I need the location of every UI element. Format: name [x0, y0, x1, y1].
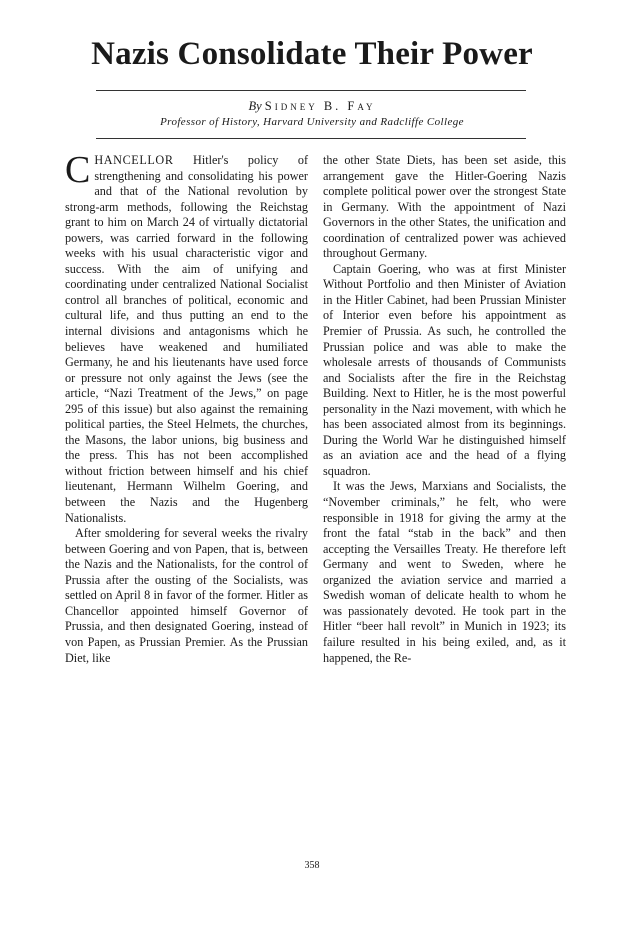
paragraph: the other State Diets, has been set aside, this arrangement gave the Hitler-Goering Nazis complete political power over the strongest State in Germany. With the appointment of Nazi Governors in the other States, the unification and coordination of centralized power was achieved throughout Germany. [323, 153, 566, 261]
author-name: Sidney B. Fay [264, 99, 376, 113]
byline [0, 99, 624, 114]
byline-divider [96, 138, 526, 139]
paragraph: After smoldering for several weeks the rivalry between Goering and von Papen, that is, between the Nazis and the Nationalists, for the control of Prussia after the ousting of the Socialists, was settled on April 8 in favor of the former. Hitler as Chancellor appointed himself Governor of Prussia, and then designated Goering, instead of von Papen, as Prussian Premier. As the Prussian Diet, like [65, 526, 308, 665]
byline-prefix: By [248, 99, 262, 113]
page-number: 358 [304, 860, 320, 871]
left-column [65, 149, 308, 666]
paragraph-text: Hitler's policy of strengthening and consolidating his power and that of the National revolution by strong-arm methods, following the Reichstag grant to him on March 24 of virtually dictatorial powers, was carried forward in the following weeks with his usual characteristic vigor and success. With the aim of unifying and coordinating under centralized National Socialist control all branches of political, economic and cultural life, and thus putting an end to the internal divisions and antagonisms which he believes have weakened and humiliated Germany, he and his lieutenants have used force or pressure not only against the Jews (see the article, “Nazi Treatment of the Jews,” on page 295 of this issue) but also against the remaining political parties, the Steel Helmets, the churches, the Masons, the labor unions, big business and the press. This has not been accomplished without friction between himself and his chief lieutenant, Hermann Wilhelm Goering, and between the Nazis and the Hugenberg Nationalists. [65, 153, 308, 525]
paragraph: It was the Jews, Marxians and Socialists, the “November criminals,” he felt, who were responsible in 1918 for giving the army at the front the fatal “stab in the back” and then accepting the Versailles Treaty. He therefore left Germany and went to Sweden, where he organized the aviation service and married a Swedish woman of delicate health to whom he was passionately devoted. He took part in the Hitler “beer hall revolt” in Munich in 1923; its failure resulted in his being exiled, and, as it happened, the Re- [323, 479, 566, 665]
drop-cap: C [65, 149, 91, 191]
author-affiliation: Professor of History, Harvard University and Radcliffe College [160, 116, 464, 128]
lead-in: HANCELLOR [94, 153, 174, 167]
article-title: Nazis Consolidate Their Power [91, 36, 533, 72]
paragraph: Captain Goering, who was at first Minister Without Portfolio and then Minister of Aviation in the Hitler Cabinet, had been Prussian Minister of Interior even before his appointment as Premier of Prussia. As such, he controlled the Prussian police and was able to make the wholesale arrests of thousands of Communists and Socialists after the fire in the Reichstag Building. Next to Hitler, he is the most powerful personality in the Nazi movement, with which he has been associated almost from its beginnings. During the World War he distinguished himself as an aviation ace and the head of a flying squadron. [323, 261, 566, 478]
title-divider [96, 90, 526, 91]
right-column [323, 153, 566, 666]
paragraph [65, 149, 308, 526]
